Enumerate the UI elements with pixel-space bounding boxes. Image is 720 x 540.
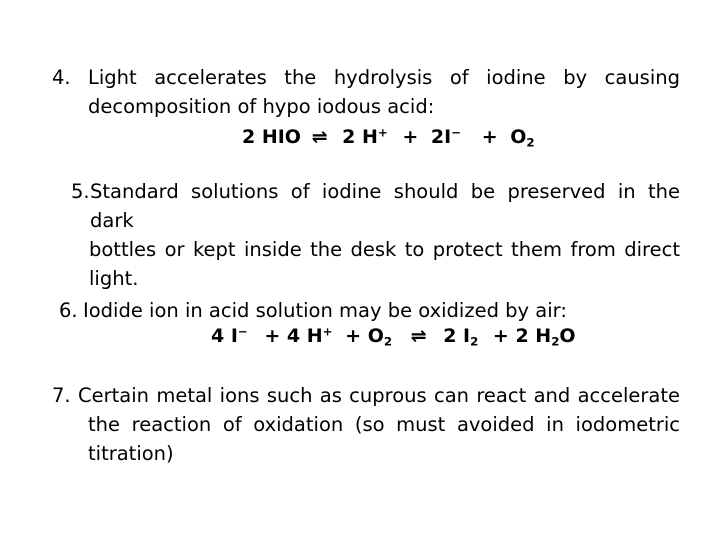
eq-plus: + bbox=[481, 126, 498, 148]
equilibrium-arrow-icon: ⇌ bbox=[410, 325, 427, 347]
eq-term: 2I bbox=[430, 126, 452, 148]
eq-subscript: 2 bbox=[526, 135, 535, 150]
item-number: 5. bbox=[71, 180, 90, 203]
item-4 bbox=[52, 63, 680, 121]
eq-term: O bbox=[510, 126, 527, 148]
item-number: 6. bbox=[59, 299, 78, 322]
eq-charge: + bbox=[322, 324, 333, 339]
eq-subscript: 2 bbox=[383, 334, 393, 349]
equilibrium-arrow-icon: ⇌ bbox=[311, 126, 328, 148]
eq-subscript: 2 bbox=[470, 334, 479, 349]
eq-charge: − bbox=[237, 324, 248, 339]
item-text-line: decomposition of hypo iodous acid: bbox=[88, 95, 435, 118]
eq-term: + 4 H bbox=[264, 325, 323, 347]
eq-charge: − bbox=[451, 125, 462, 140]
item-text-line: titration) bbox=[88, 442, 174, 465]
eq-plus: + bbox=[402, 126, 419, 148]
eq-term: 2 I bbox=[443, 325, 471, 347]
eq-term: O bbox=[559, 325, 576, 347]
eq-term: + 2 H bbox=[492, 325, 552, 347]
item-text-line: bottles or kept inside the desk to protect them from direct bbox=[89, 238, 680, 261]
eq-charge: + bbox=[377, 125, 388, 140]
item-text-line: the reaction of oxidation (so must avoided in iodometric bbox=[88, 413, 680, 436]
item-number: 7. bbox=[52, 384, 71, 407]
item-text-line: Iodide ion in acid solution may be oxidized by air: bbox=[83, 299, 567, 322]
item-text-line: Light accelerates the hydrolysis of iodine by causing bbox=[88, 66, 680, 89]
item-5 bbox=[71, 177, 680, 293]
item-text-line: light. bbox=[89, 267, 139, 290]
item-number: 4. bbox=[52, 66, 71, 89]
eq-term: 4 I bbox=[211, 325, 238, 347]
equation-hio-decomposition bbox=[242, 126, 535, 148]
eq-term: + O bbox=[345, 325, 384, 347]
item-7 bbox=[52, 381, 680, 468]
equation-iodide-oxidation bbox=[211, 325, 576, 347]
eq-subscript: 2 bbox=[551, 334, 560, 349]
eq-term: 2 HIO bbox=[242, 126, 301, 148]
eq-term: 2 H bbox=[342, 126, 378, 148]
item-text-line: Certain metal ions such as cuprous can react and accelerate bbox=[78, 384, 680, 407]
item-text-line: Standard solutions of iodine should be preserved in the dark bbox=[90, 180, 680, 232]
item-6 bbox=[59, 296, 680, 325]
